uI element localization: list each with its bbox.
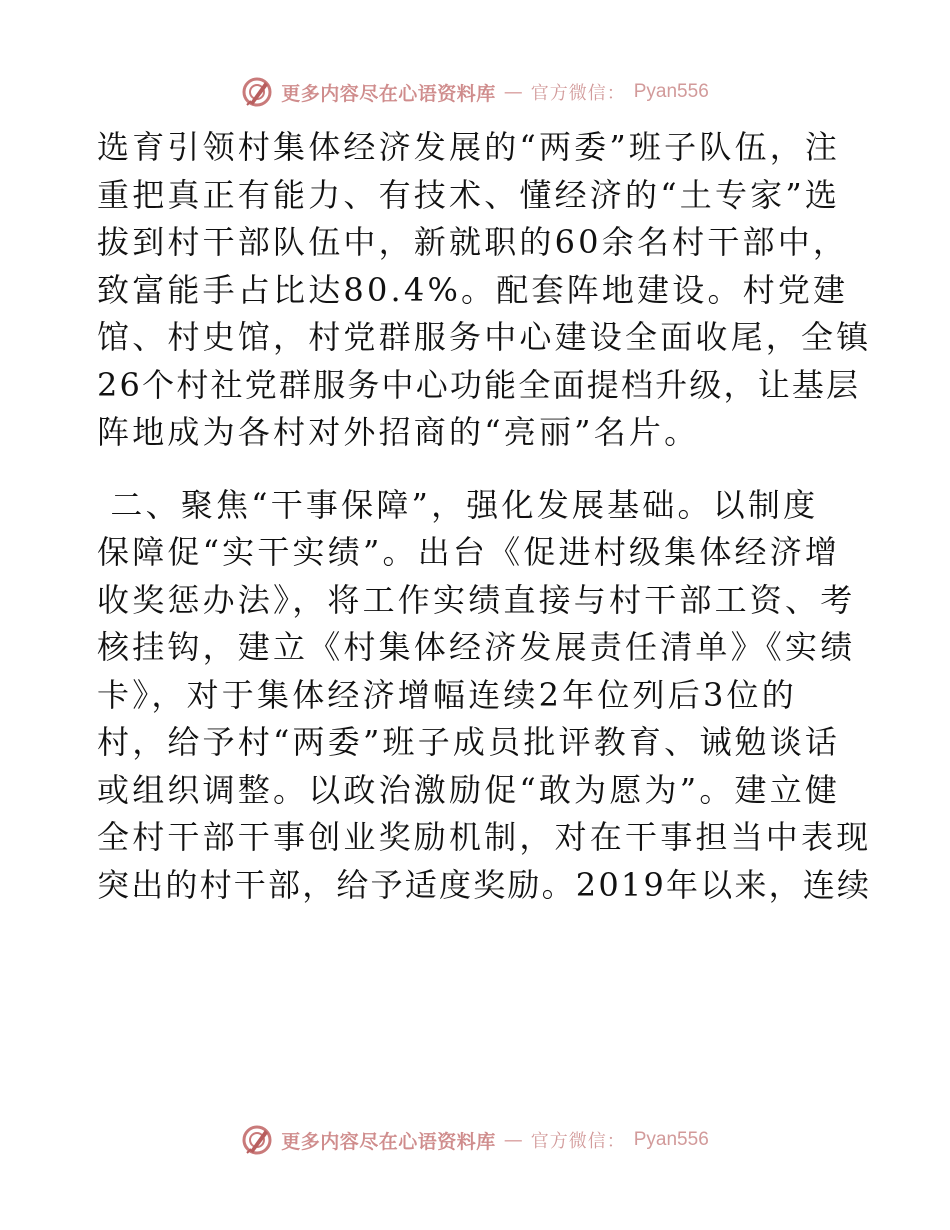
text-line: 保障促“实干实绩”。出台《促进村级集体经济增 [97,533,841,571]
quill-logo-icon [241,1124,273,1156]
watermark-wechat-label: 官方微信： [530,1131,626,1152]
watermark-wechat-id: Pyan556 [633,1129,709,1150]
text-line: 核挂钩，建立《村集体经济发展责任清单》《实绩 [97,628,856,666]
section-heading-line: 二、聚焦“干事保障”，强化发展基础。以制度 [97,485,819,524]
footer-watermark [0,1120,950,1160]
text-line: 村，给予村“两委”班子成员批评教育、诫勉谈话 [97,723,841,761]
watermark-wechat-label: 官方微信： [530,83,626,104]
text-line: 重把真正有能力、有技术、懂经济的“土专家”选 [97,175,841,214]
text-line: 选育引领村集体经济发展的“两委”班子队伍，注 [97,128,841,166]
text-line: 全村干部干事创业奖励机制，对在干事担当中表现 [97,818,872,856]
text-line: 阵地成为各村对外招商的“亮丽”名片。 [97,413,700,451]
text-line: 馆、村史馆，村党群服务中心建设全面收尾，全镇 [97,318,872,356]
header-watermark [0,72,950,112]
text-line: 收奖惩办法》，将工作实绩直接与村干部工资、考 [97,580,856,619]
watermark-site-name: 更多内容尽在心语资料库 [281,82,496,105]
watermark-wechat-id: Pyan556 [633,81,709,102]
text-line: 26个村社党群服务中心功能全面提档升级，让基层 [97,365,861,404]
watermark-dash: — [503,1129,523,1151]
text-line: 或组织调整。以政治激励促“敢为愿为”。建立健 [97,770,841,809]
paragraph-spacer [97,457,857,482]
watermark-site-name: 更多内容尽在心语资料库 [281,1130,496,1153]
text-line: 拔到村干部队伍中，新就职的60余名村干部中， [97,223,849,261]
text-line: 致富能手占比达80.4%。配套阵地建设。村党建 [97,270,849,309]
paragraph-1 [97,124,872,457]
text-line: 卡》，对于集体经济增幅连续2年位列后3位的 [97,675,797,714]
quill-logo-icon [241,76,273,108]
paragraph-2 [97,482,872,910]
text-line: 突出的村干部，给予适度奖励。2019年以来，连续 [97,865,872,904]
document-body [97,124,872,909]
watermark-dash: — [503,81,523,103]
